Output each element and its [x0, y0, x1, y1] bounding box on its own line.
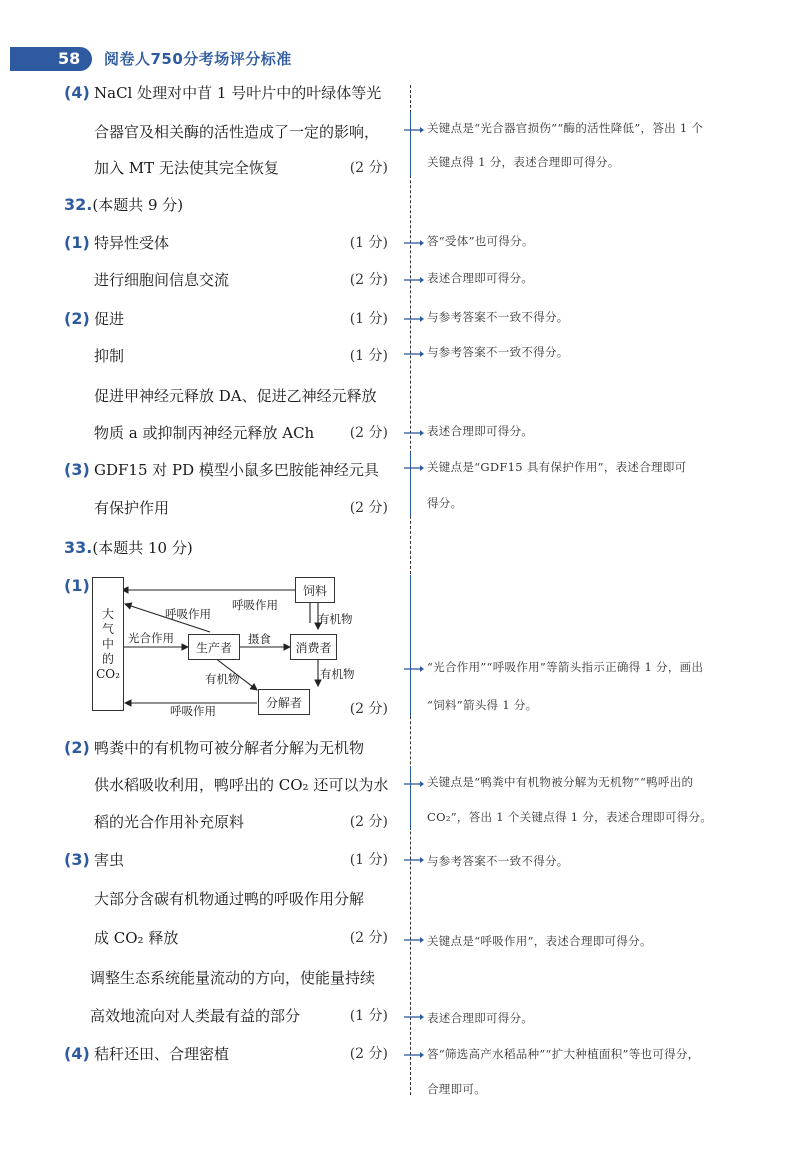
arrow-icon	[402, 1050, 424, 1060]
q32-part3-note-line2: 得分。	[427, 496, 463, 510]
q33-part2-note-line2: CO₂”，答出 1 个关键点得 1 分，表述合理即可得分。	[427, 810, 713, 824]
q33-part2-number: (2)	[64, 738, 90, 757]
q33-part3c-line1: 调整生态系统能量流动的方向，使能量持续	[90, 969, 376, 987]
label-photosynthesis: 光合作用	[128, 631, 174, 645]
q33-part3c-note: 表述合理即可得分。	[427, 1011, 534, 1025]
q31-part4-note-line2: 关键点得 1 分，表述合理即可得分。	[427, 155, 620, 169]
q32-part2c-line1: 促进甲神经元释放 DA、促进乙神经元释放	[94, 387, 377, 405]
q33-part1-number: (1)	[64, 576, 90, 595]
q33-part3c-score: (1 分)	[349, 1008, 388, 1024]
q32-part1-text: 特异性受体	[94, 234, 170, 252]
q32-part3-number: (3)	[64, 460, 90, 479]
q33-part4-number: (4)	[64, 1044, 90, 1063]
consumer-node: 消费者	[290, 634, 337, 660]
decomposer-node: 分解者	[258, 689, 310, 715]
q33-part3b-note: 关键点是“呼吸作用”，表述合理即可得分。	[427, 934, 652, 948]
q32-title: 32.(本题共 9 分)	[64, 195, 184, 214]
q32-part2-score: (1 分)	[349, 311, 388, 327]
q33-part1-brace	[400, 575, 411, 717]
arrow-icon	[402, 125, 424, 135]
q33-part1-note-line2: “饲料”箭头得 1 分。	[427, 698, 538, 712]
q33-part3-score: (1 分)	[349, 852, 388, 868]
q32-part2b-note: 与参考答案不一致不得分。	[427, 345, 569, 359]
q33-part3c-line2: 高效地流向对人类最有益的部分	[90, 1007, 301, 1025]
q32-subtitle: (本题共 9 分)	[92, 196, 184, 214]
q32-part2-number: (2)	[64, 309, 90, 328]
q33-part2-line2: 供水稻吸收利用，鸭呼出的 CO₂ 还可以为水	[94, 776, 389, 794]
q32-part2b-text: 抑制	[94, 347, 125, 365]
q31-part4-line2: 合器官及相关酶的活性造成了一定的影响，	[94, 123, 380, 141]
q32-part2c-line2: 物质 a 或抑制丙神经元释放 ACh	[94, 424, 315, 442]
q33-subtitle: (本题共 10 分)	[92, 539, 193, 557]
q33-part3-number: (3)	[64, 850, 90, 869]
page-title: 阅卷人750分考场评分标准	[104, 50, 292, 68]
q33-part4-score: (2 分)	[349, 1046, 388, 1062]
q32-part1-score: (1 分)	[349, 235, 388, 251]
feed-node: 饲料	[295, 577, 335, 603]
q32-part1b-score: (2 分)	[349, 272, 388, 288]
q33-part2-line1: 鸭粪中的有机物可被分解者分解为无机物	[94, 739, 365, 757]
q31-part4-score: (2 分)	[349, 160, 388, 176]
q32-part2-text: 促进	[94, 310, 125, 328]
q32-part2c-score: (2 分)	[349, 425, 388, 441]
q33-part2-line3: 稻的光合作用补充原料	[94, 813, 245, 831]
q33-part3b-score: (2 分)	[349, 930, 388, 946]
label-organic-consumer: 有机物	[320, 667, 355, 681]
arrow-icon	[402, 664, 424, 674]
label-ingestion: 摄食	[248, 632, 271, 646]
q33-part3-note: 与参考答案不一致不得分。	[427, 854, 569, 868]
q31-part4-note-line1: 关键点是“光合器官损伤”“酶的活性降低”，答出 1 个	[427, 121, 704, 135]
q33-part1-score: (2 分)	[349, 701, 388, 717]
q31-part4-line3: 加入 MT 无法使其完全恢复	[94, 159, 279, 177]
q32-part3-line2: 有保护作用	[94, 499, 170, 517]
producer-node: 生产者	[188, 634, 240, 660]
q33-part3b-line1: 大部分含碳有机物通过鸭的呼吸作用分解	[94, 890, 365, 908]
arrow-icon	[402, 314, 424, 324]
q32-part2c-note: 表述合理即可得分。	[427, 424, 534, 438]
q32-part1-number: (1)	[64, 233, 90, 252]
arrow-icon	[402, 428, 424, 438]
arrow-icon	[402, 349, 424, 359]
q32-part1b-text: 进行细胞间信息交流	[94, 271, 230, 289]
q32-part2-note: 与参考答案不一致不得分。	[427, 310, 569, 324]
q33-part4-note-line2: 合理即可。	[427, 1082, 486, 1096]
q33-part1-note-line1: “光合作用”“呼吸作用”等箭头指示正确得 1 分，画出	[427, 660, 704, 674]
q33-part3-text: 害虫	[94, 851, 125, 869]
q32-part3-line1: GDF15 对 PD 模型小鼠多巴胺能神经元具	[94, 461, 379, 479]
q31-part4-number: (4)	[64, 83, 90, 102]
arrow-icon	[402, 855, 424, 865]
q33-part2-note-line1: 关键点是“鸭粪中有机物被分解为无机物”“鸭呼出的	[427, 775, 694, 789]
arrow-icon	[402, 463, 424, 473]
q31-part4-line1: NaCl 处理对中苜 1 号叶片中的叶绿体等光	[94, 84, 382, 102]
q32-part1b-note: 表述合理即可得分。	[427, 271, 534, 285]
q33-part4-text: 秸秆还田、合理密植	[94, 1045, 230, 1063]
q32-part1-note: 答“受体”也可得分。	[427, 234, 534, 248]
label-respiration-top: 呼吸作用	[232, 598, 278, 612]
q33-part4-note-line1: 答“筛选高产水稻品种”“扩大种植面积”等也可得分，	[427, 1047, 700, 1061]
label-organic-feed: 有机物	[318, 612, 353, 626]
arrow-icon	[402, 275, 424, 285]
q33-title: 33.(本题共 10 分)	[64, 538, 193, 557]
q32-part3-score: (2 分)	[349, 500, 388, 516]
atmosphere-co2-node: 大 气 中 的 CO₂	[92, 577, 124, 711]
label-organic-producer: 有机物	[205, 672, 240, 686]
q31-part4-brace	[400, 112, 411, 176]
arrow-icon	[402, 238, 424, 248]
q32-part2b-score: (1 分)	[349, 348, 388, 364]
label-respiration-bottom: 呼吸作用	[170, 704, 216, 718]
label-respiration-mid: 呼吸作用	[165, 607, 211, 621]
arrow-icon	[402, 935, 424, 945]
q32-part3-brace	[400, 452, 411, 516]
page-number: 58	[58, 49, 81, 68]
q33-part3b-line2: 成 CO₂ 释放	[94, 929, 179, 947]
q33-part2-score: (2 分)	[349, 814, 388, 830]
q32-part3-note-line1: 关键点是“GDF15 具有保护作用”，表述合理即可	[427, 460, 687, 474]
arrow-icon	[402, 779, 424, 789]
arrow-icon	[402, 1012, 424, 1022]
q33-part2-brace	[400, 766, 411, 830]
